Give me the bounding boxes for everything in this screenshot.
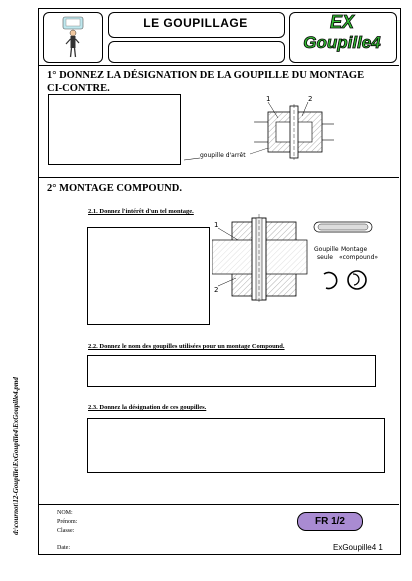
answer-box-2-2[interactable] — [87, 355, 376, 387]
name-field-label: NOM: — [57, 510, 73, 516]
pin-alone-label: Goupille — [314, 246, 339, 253]
question-2-2: 2.2. Donnez le nom des goupilles utilisées pour un montage Compound. — [88, 343, 285, 350]
compound-mount-label: Montage — [341, 246, 368, 253]
compound-label-1: 1 — [214, 221, 219, 229]
footer-code: ExGoupille4 1 — [333, 543, 383, 552]
drawing-label-1: 1 — [266, 95, 271, 103]
footer-divider — [38, 504, 399, 505]
exercise-label: EX — [329, 12, 354, 32]
answer-box-2-1[interactable] — [87, 227, 210, 325]
drawing-label-2: 2 — [308, 95, 313, 103]
compound-assembly-drawing — [212, 214, 382, 304]
page-badge: FR 1/2 — [297, 512, 363, 531]
header-divider — [38, 65, 399, 66]
compound-mount-label-2: «compound» — [339, 254, 379, 261]
answer-box-1[interactable] — [48, 94, 181, 165]
question-1-heading: 1° DONNEZ LA DÉSIGNATION DE LA GOUPILLE DU MONTAGE CI-CONTRE. — [47, 70, 365, 94]
file-path-sidebar: d:\cournot\12-Goupille\ExGoupille4\ExGoupille4.pmd — [12, 377, 20, 535]
question-2-3: 2.3. Donnez la désignation de ces goupilles. — [88, 404, 207, 411]
section-divider — [38, 177, 399, 178]
date-field-label: Date: — [57, 545, 70, 551]
question-2-1: 2.1. Donnez l'intérêt d'un tel montage. — [88, 208, 194, 215]
compound-label-2: 2 — [214, 286, 219, 294]
drawing-note: goupille d'arrêt — [200, 152, 246, 159]
exercise-name: Goupille4 — [303, 33, 381, 52]
pin-assembly-drawing-1 — [184, 92, 384, 172]
firstname-field-label: Prénom: — [57, 519, 78, 525]
page-title: LE GOUPILLAGE — [143, 16, 248, 30]
answer-box-2-3[interactable] — [87, 418, 385, 473]
class-field-label: Classe: — [57, 528, 75, 534]
student-logo-icon — [44, 13, 102, 62]
question-2-heading: 2° MONTAGE COMPOUND. — [47, 183, 182, 194]
subtitle-box — [108, 41, 285, 63]
logo-box — [43, 12, 103, 63]
pin-alone-label-2: seule — [317, 254, 333, 261]
